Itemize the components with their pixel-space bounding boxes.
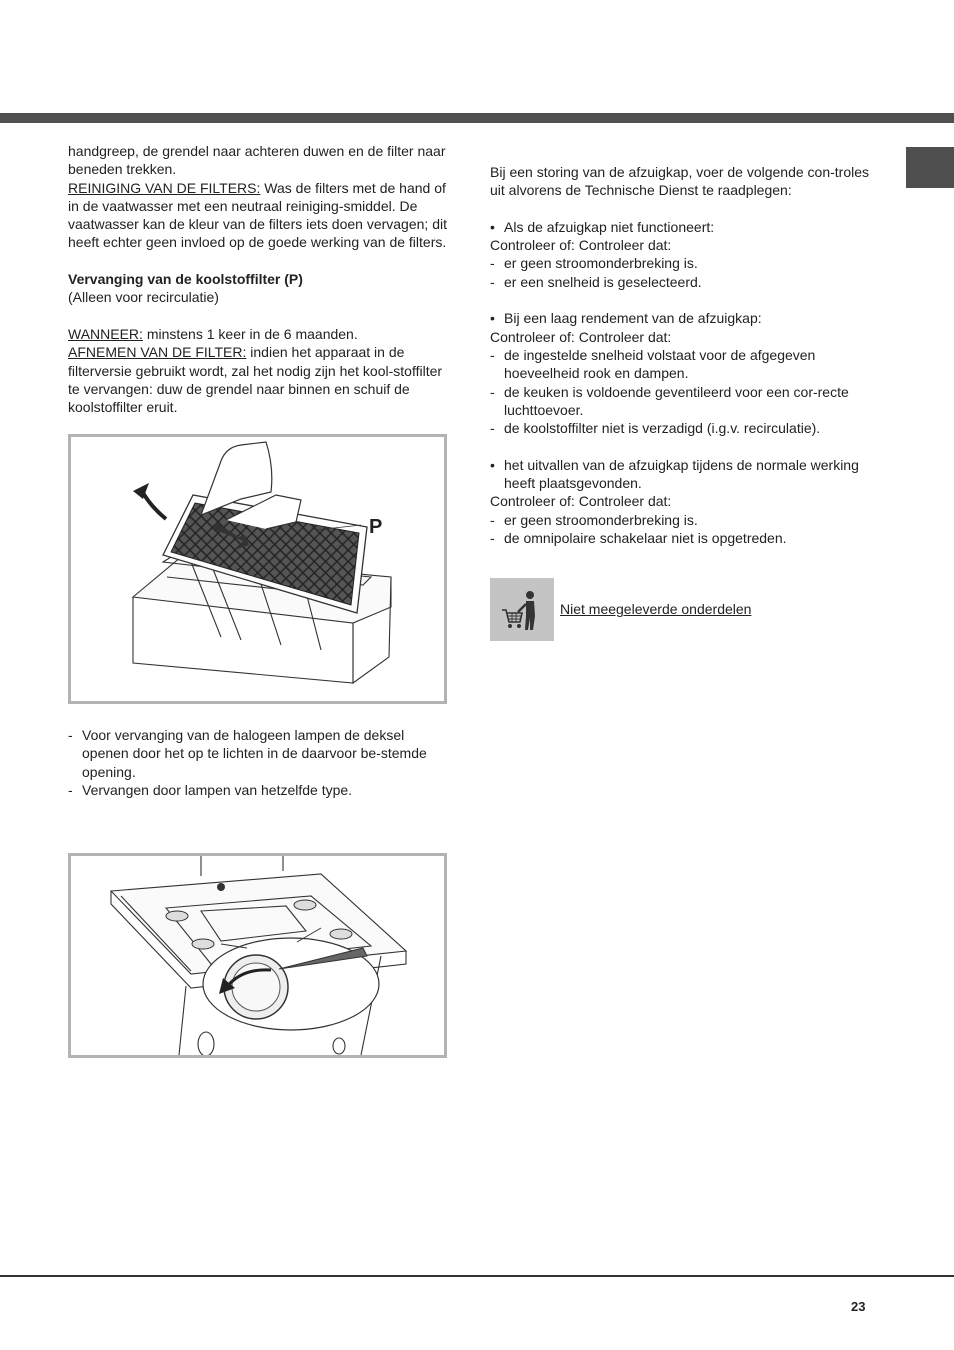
troubleshoot-intro: Bij een storing van de afzuigkap, voer de volgende con-troles uit alvorens de Technische Dienst te raadplegen: (490, 164, 870, 199)
check-item: - de keuken is voldoende geventileerd voor een cor-recte luchttoevoer. (490, 383, 849, 418)
intro-text: handgreep, de grendel naar achteren duwen en de filter naar beneden trekken. (68, 143, 446, 178)
halogen-lamp-illustration (68, 853, 447, 1058)
cleaning-text: Was de filters met de hand of in de vaatwasser met een neutraal reiniging-smiddel. De vaatwasser kan de kleur van de filters iets doen vervagen; dit heeft echter geen invloed op de goede werking van de filters. (68, 179, 447, 251)
accessories-note (490, 578, 751, 641)
header-bar (0, 113, 954, 123)
cleaning-paragraph (68, 179, 453, 252)
shopping-cart-person-icon (490, 578, 554, 641)
check-label: Controleer of: Controleer dat: (490, 493, 672, 510)
accessories-link[interactable]: Niet meegeleverde onderdelen (560, 601, 752, 618)
when-label: WANNEER: (68, 325, 143, 342)
carbon-filter-illustration (68, 434, 447, 704)
check-item: - de omnipolaire schakelaar niet is opgetreden. (490, 529, 787, 546)
carbon-filter-title: Vervanging van de koolstoffilter (P) (68, 271, 303, 288)
left-column (68, 142, 453, 416)
group-title: • Bij een laag rendement van de afzuigkap: (490, 310, 762, 327)
check-label: Controleer of: Controleer dat: (490, 328, 672, 345)
when-text: minstens 1 keer in de 6 maanden. (142, 325, 358, 342)
right-column (490, 163, 880, 547)
language-tab (906, 147, 954, 188)
filter-label-p: P (369, 516, 383, 538)
group-title: • Als de afzuigkap niet functioneert: (490, 218, 715, 235)
carbon-filter-subtitle: (Alleen voor recirculatie) (68, 289, 219, 306)
when-paragraph (68, 325, 453, 343)
check-item: - er geen stroomonderbreking is. (490, 255, 698, 272)
footer-line (0, 1275, 954, 1277)
check-label: Controleer of: Controleer dat: (490, 237, 672, 254)
lamp-replacement-instructions (68, 726, 453, 799)
check-item: - de ingestelde snelheid volstaat voor de afgegeven hoeveelheid rook en dampen. (490, 346, 816, 382)
remove-paragraph (68, 343, 453, 416)
check-item: - er geen stroomonderbreking is. (490, 511, 698, 528)
remove-label: AFNEMEN VAN DE FILTER: (68, 344, 247, 361)
page-number: 23 (851, 1299, 866, 1314)
check-item: - de koolstoffilter niet is verzadigd (i.g.v. recirculatie). (490, 420, 821, 437)
cleaning-label: REINIGING VAN DE FILTERS: (68, 179, 261, 196)
lamp-item: - Vervangen door lampen van hetzelfde type. (68, 781, 353, 798)
group-title: • het uitvallen van de afzuigkap tijdens de normale werking heeft plaatsgevonden. (490, 456, 859, 492)
check-item: - er een snelheid is geselecteerd. (490, 273, 702, 290)
lamp-item: - Voor vervanging van de halogeen lampen de deksel openen door het op te lichten in de daarvoor be-stemde opening. (68, 727, 427, 780)
carbon-filter-drawing (71, 437, 444, 701)
remove-text: indien het apparaat in de filterversie gebruikt wordt, zal het nodig zijn het kool-stoffilter te vervangen: duw de grendel naar binnen en schuif de koolstoffilter eruit. (68, 344, 443, 416)
halogen-lamp-drawing (71, 856, 444, 1055)
